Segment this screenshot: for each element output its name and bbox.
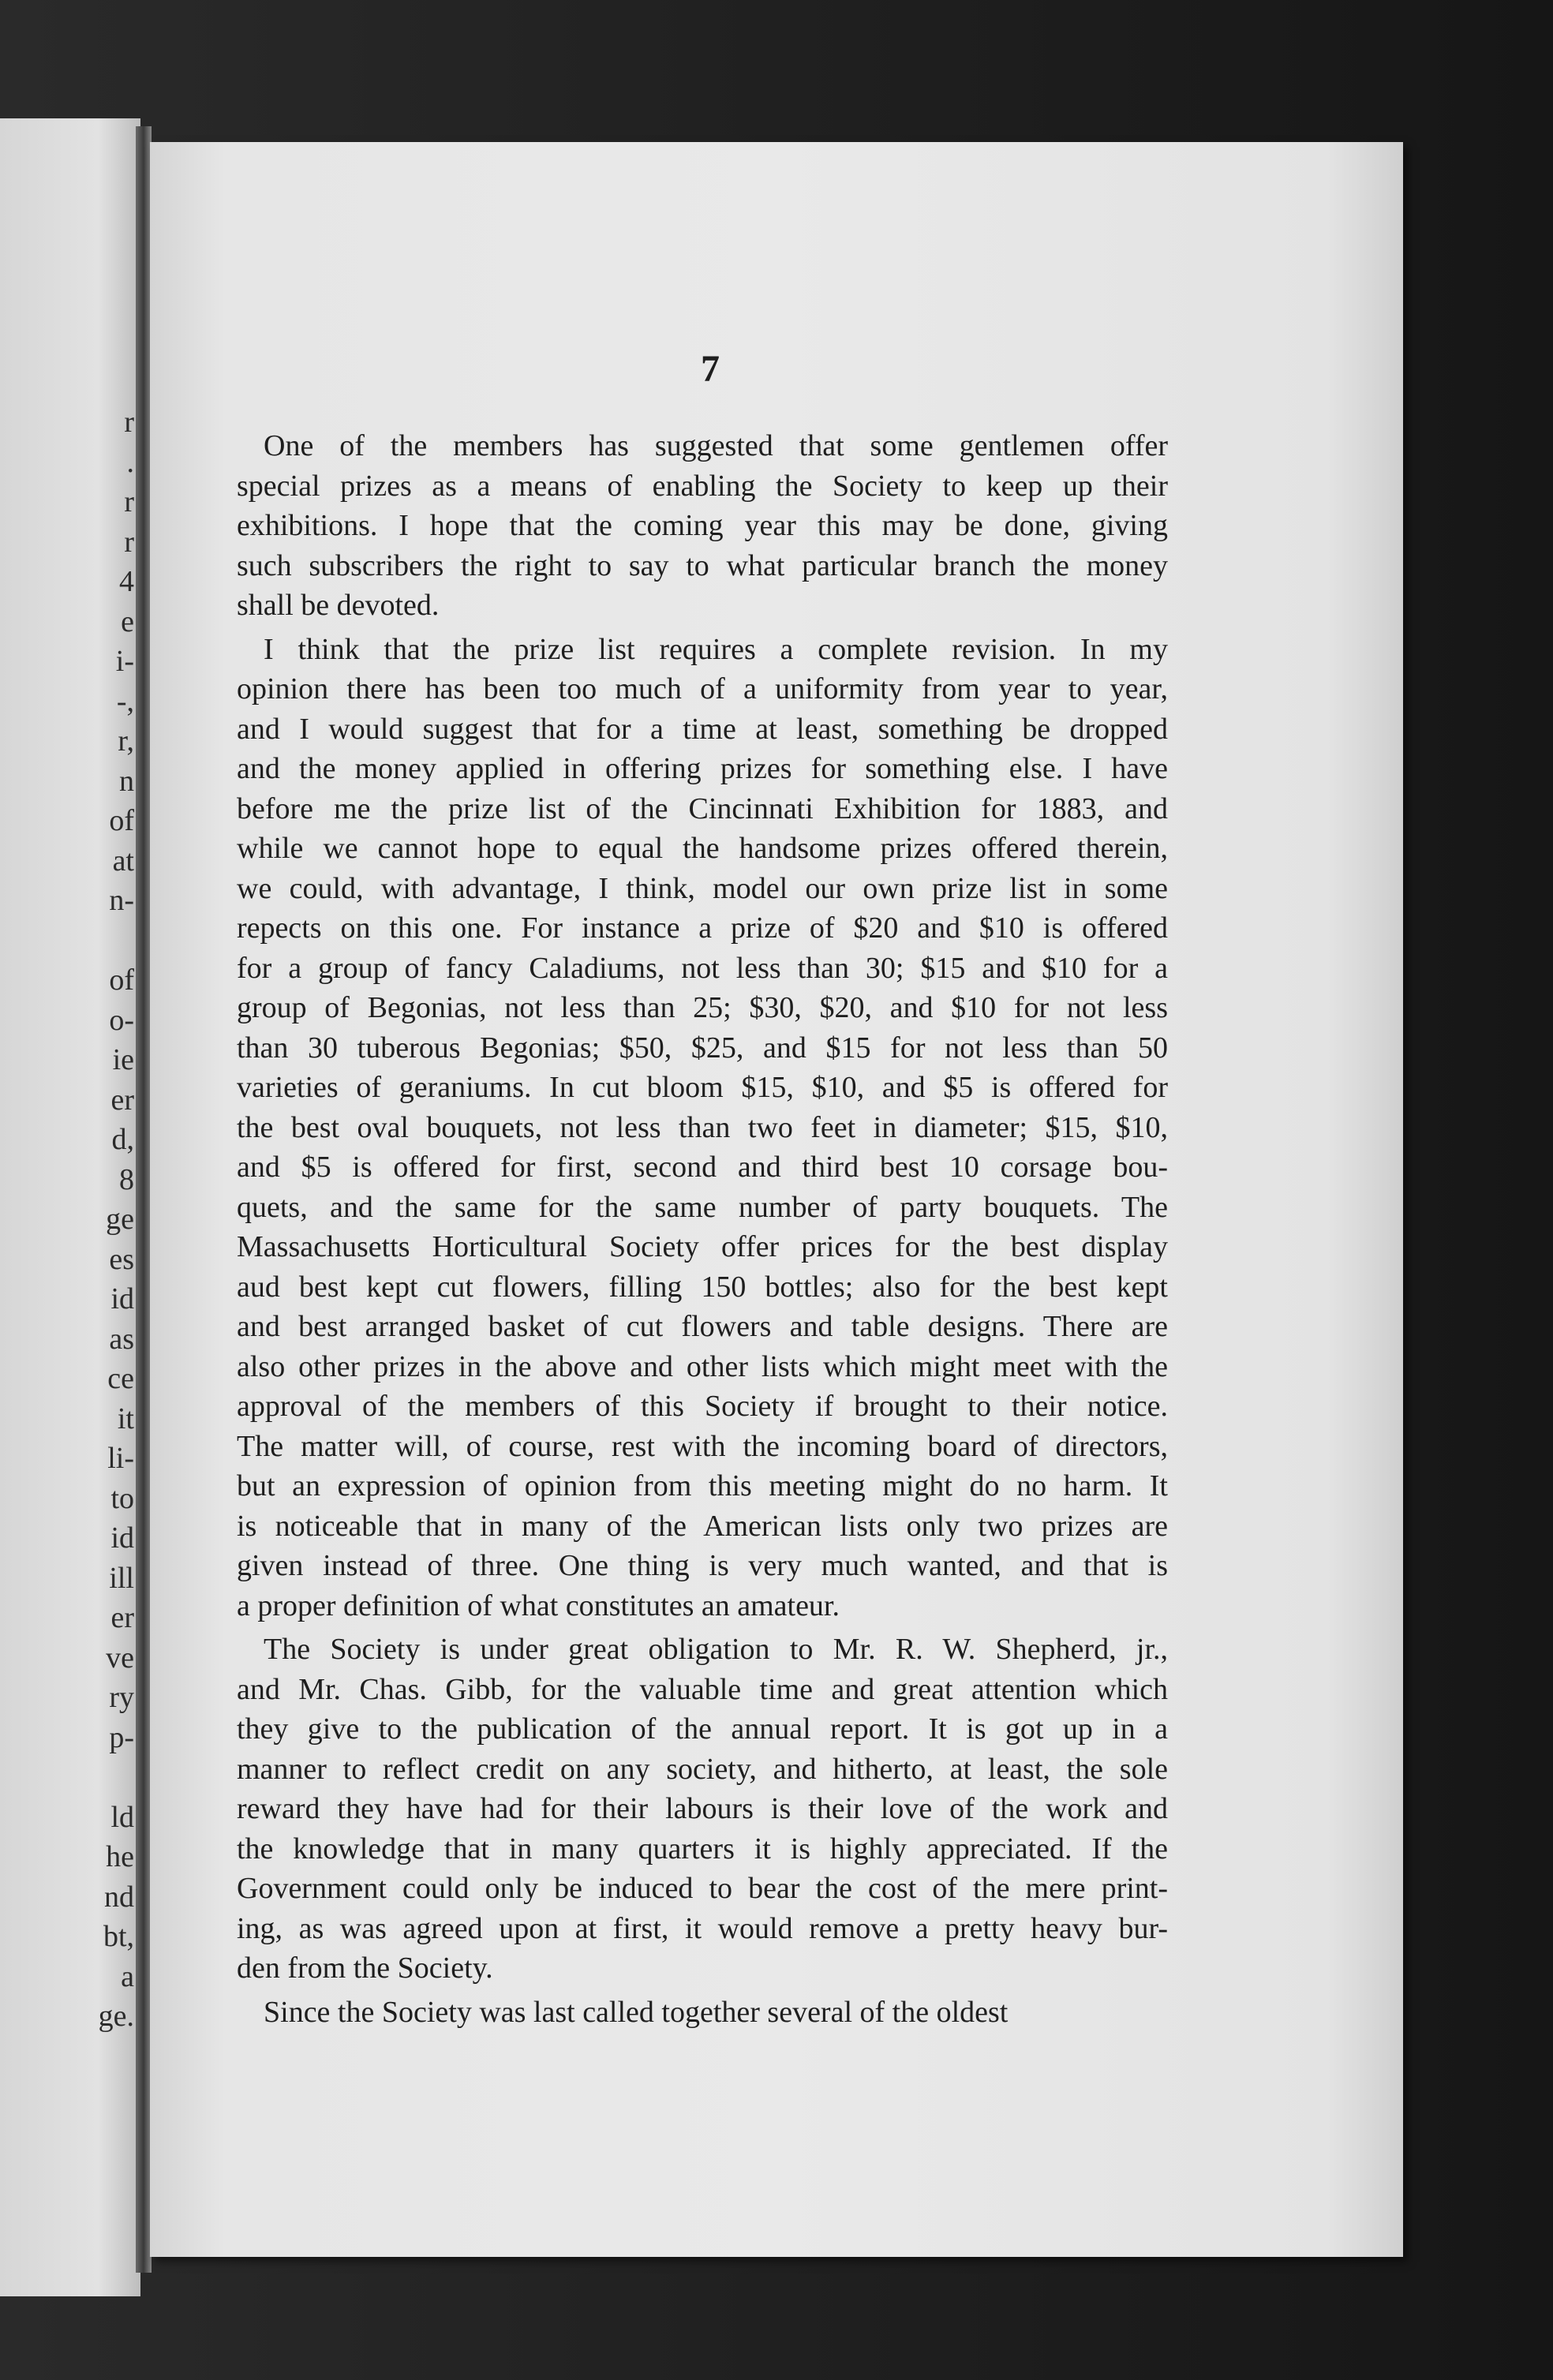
fragment-line: ge [106,1203,134,1236]
fragment-line: n- [109,884,134,917]
text-line: Government could only be induced to bear the cost of the mere print- [237,1872,1168,1905]
fragment-line: e [121,604,134,638]
text-line: exhibitions. I hope that the coming year this may be done, giving [237,509,1168,542]
fragment-line: r, [118,724,134,758]
text-line: den from the Society. [237,1952,493,1985]
paragraph [237,1993,1168,2033]
text-line: and $5 is offered for first, second and third best 10 corsage bou- [237,1151,1168,1184]
fragment-line: id [110,1282,134,1315]
fragment-line: er [110,1601,134,1634]
paragraph [237,1630,1168,1989]
fragment-line [39,921,134,961]
fragment-line: 8 [119,1162,134,1196]
fragment-line: es [109,1242,134,1276]
previous-page-edge [0,118,140,2296]
fragment-line: as [109,1322,134,1356]
text-line: and best arranged basket of cut flowers and table designs. There are [237,1310,1168,1343]
text-line: aud best kept cut flowers, filling 150 bottles; also for the best kept [237,1270,1168,1304]
fragment-line: at [112,844,134,878]
fragment-line: it [117,1401,134,1435]
text-line: and Mr. Chas. Gibb, for the valuable time and great attention which [237,1672,1168,1706]
fragment-line: id [110,1521,134,1555]
text-line: a proper definition of what constitutes an amateur. [237,1589,840,1622]
text-line: repects on this one. For instance a prize of $20 and $10 is offered [237,911,1168,945]
text-line: quets, and the same for the same number of party bouquets. The [237,1190,1168,1224]
page-number: 7 [701,348,720,390]
fragment-line: ie [112,1043,134,1076]
text-line: such subscribers the right to say to what particular branch the money [237,548,1168,582]
text-line: One of the members has suggested that some gentlemen offer [264,429,1168,462]
fragment-line: of [109,804,134,837]
fragment-line: nd [104,1880,134,1914]
text-line: the knowledge that in many quarters it is highly appreciated. If the [237,1832,1168,1865]
text-line: reward they have had for their labours is their love of the work and [237,1792,1168,1825]
fragment-line: of [109,964,134,997]
fragment-line: ge. [98,2000,134,2033]
text-line: group of Begonias, not less than 25; $30, $20, and $10 for not less [237,991,1168,1024]
paragraph [237,426,1168,626]
fragment-line: er [110,1083,134,1117]
text-line: I think that the prize list requires a complete revision. In my [264,632,1168,666]
fragment-line: he [106,1840,134,1873]
text-line: while we cannot hope to equal the handsome prizes offered therein, [237,832,1168,865]
text-line: but an expression of opinion from this meeting might do no harm. It [237,1469,1168,1502]
fragment-line: i- [115,645,134,678]
fragment-line: a [121,1959,134,1993]
fragment-line: to [110,1481,134,1515]
text-line: and I would suggest that for a time at least, something be dropped [237,712,1168,746]
text-line: also other prizes in the above and other lists which might meet with the [237,1349,1168,1383]
text-line: they give to the publication of the annual report. It is got up in a [237,1712,1168,1746]
text-line: ing, as was agreed upon at first, it would remove a pretty heavy bur- [237,1911,1168,1945]
fragment-line: . [126,445,134,479]
text-line: given instead of three. One thing is very much wanted, and that is [237,1549,1168,1582]
fragment-line: li- [107,1442,134,1475]
fragment-line: r [124,525,134,559]
fragment-line: r [124,485,134,518]
text-line: is noticeable that in many of the American lists only two prizes are [237,1509,1168,1543]
text-line: shall be devoted. [237,589,440,622]
text-line: The Society is under great obligation to Mr. R. W. Shepherd, jr., [264,1633,1168,1666]
text-line: The matter will, of course, rest with the incoming board of directors, [237,1429,1168,1463]
fragment-line: -, [116,684,134,718]
fragment-line: ld [110,1800,134,1834]
text-line: before me the prize list of the Cincinnati Exhibition for 1883, and [237,791,1168,825]
previous-page-text-fragments [39,402,134,2037]
fragment-line: o- [109,1003,134,1037]
text-line: we could, with advantage, I think, model our own prize list in some [237,871,1168,905]
text-line: for a group of fancy Caladiums, not less than 30; $15 and $10 for a [237,951,1168,985]
fragment-line: ce [107,1362,134,1395]
text-line: Since the Society was last called together several of the oldest [264,1995,1009,2029]
text-line: varieties of geraniums. In cut bloom $15, $10, and $5 is offered for [237,1071,1168,1104]
fragment-line: ill [109,1561,134,1595]
paragraph [237,630,1168,1626]
fragment-line: n [119,764,134,798]
fragment-line: ve [106,1641,134,1675]
fragment-line [39,1757,134,1798]
text-line: than 30 tuberous Begonias; $50, $25, and $15 for not less than 50 [237,1031,1168,1065]
book-gutter [136,126,152,2273]
text-line: opinion there has been too much of a uniformity from year to year, [237,672,1168,705]
text-line: approval of the members of this Society if brought to their notice. [237,1390,1168,1423]
text-line: special prizes as a means of enabling the Society to keep up their [237,469,1168,503]
fragment-line: p- [109,1720,134,1754]
fragment-line: bt, [103,1920,134,1953]
fragment-line: ry [109,1681,134,1714]
fragment-line: 4 [119,565,134,598]
text-line: manner to reflect credit on any society, and hitherto, at least, the sole [237,1752,1168,1786]
text-line: the best oval bouquets, not less than two feet in diameter; $15, $10, [237,1110,1168,1144]
page-body-text [237,426,1168,2032]
text-line: Massachusetts Horticultural Society offer prices for the best display [237,1230,1168,1263]
fragment-line: r [124,406,134,439]
fragment-line: d, [111,1123,134,1156]
text-line: and the money applied in offering prizes for something else. I have [237,752,1168,785]
